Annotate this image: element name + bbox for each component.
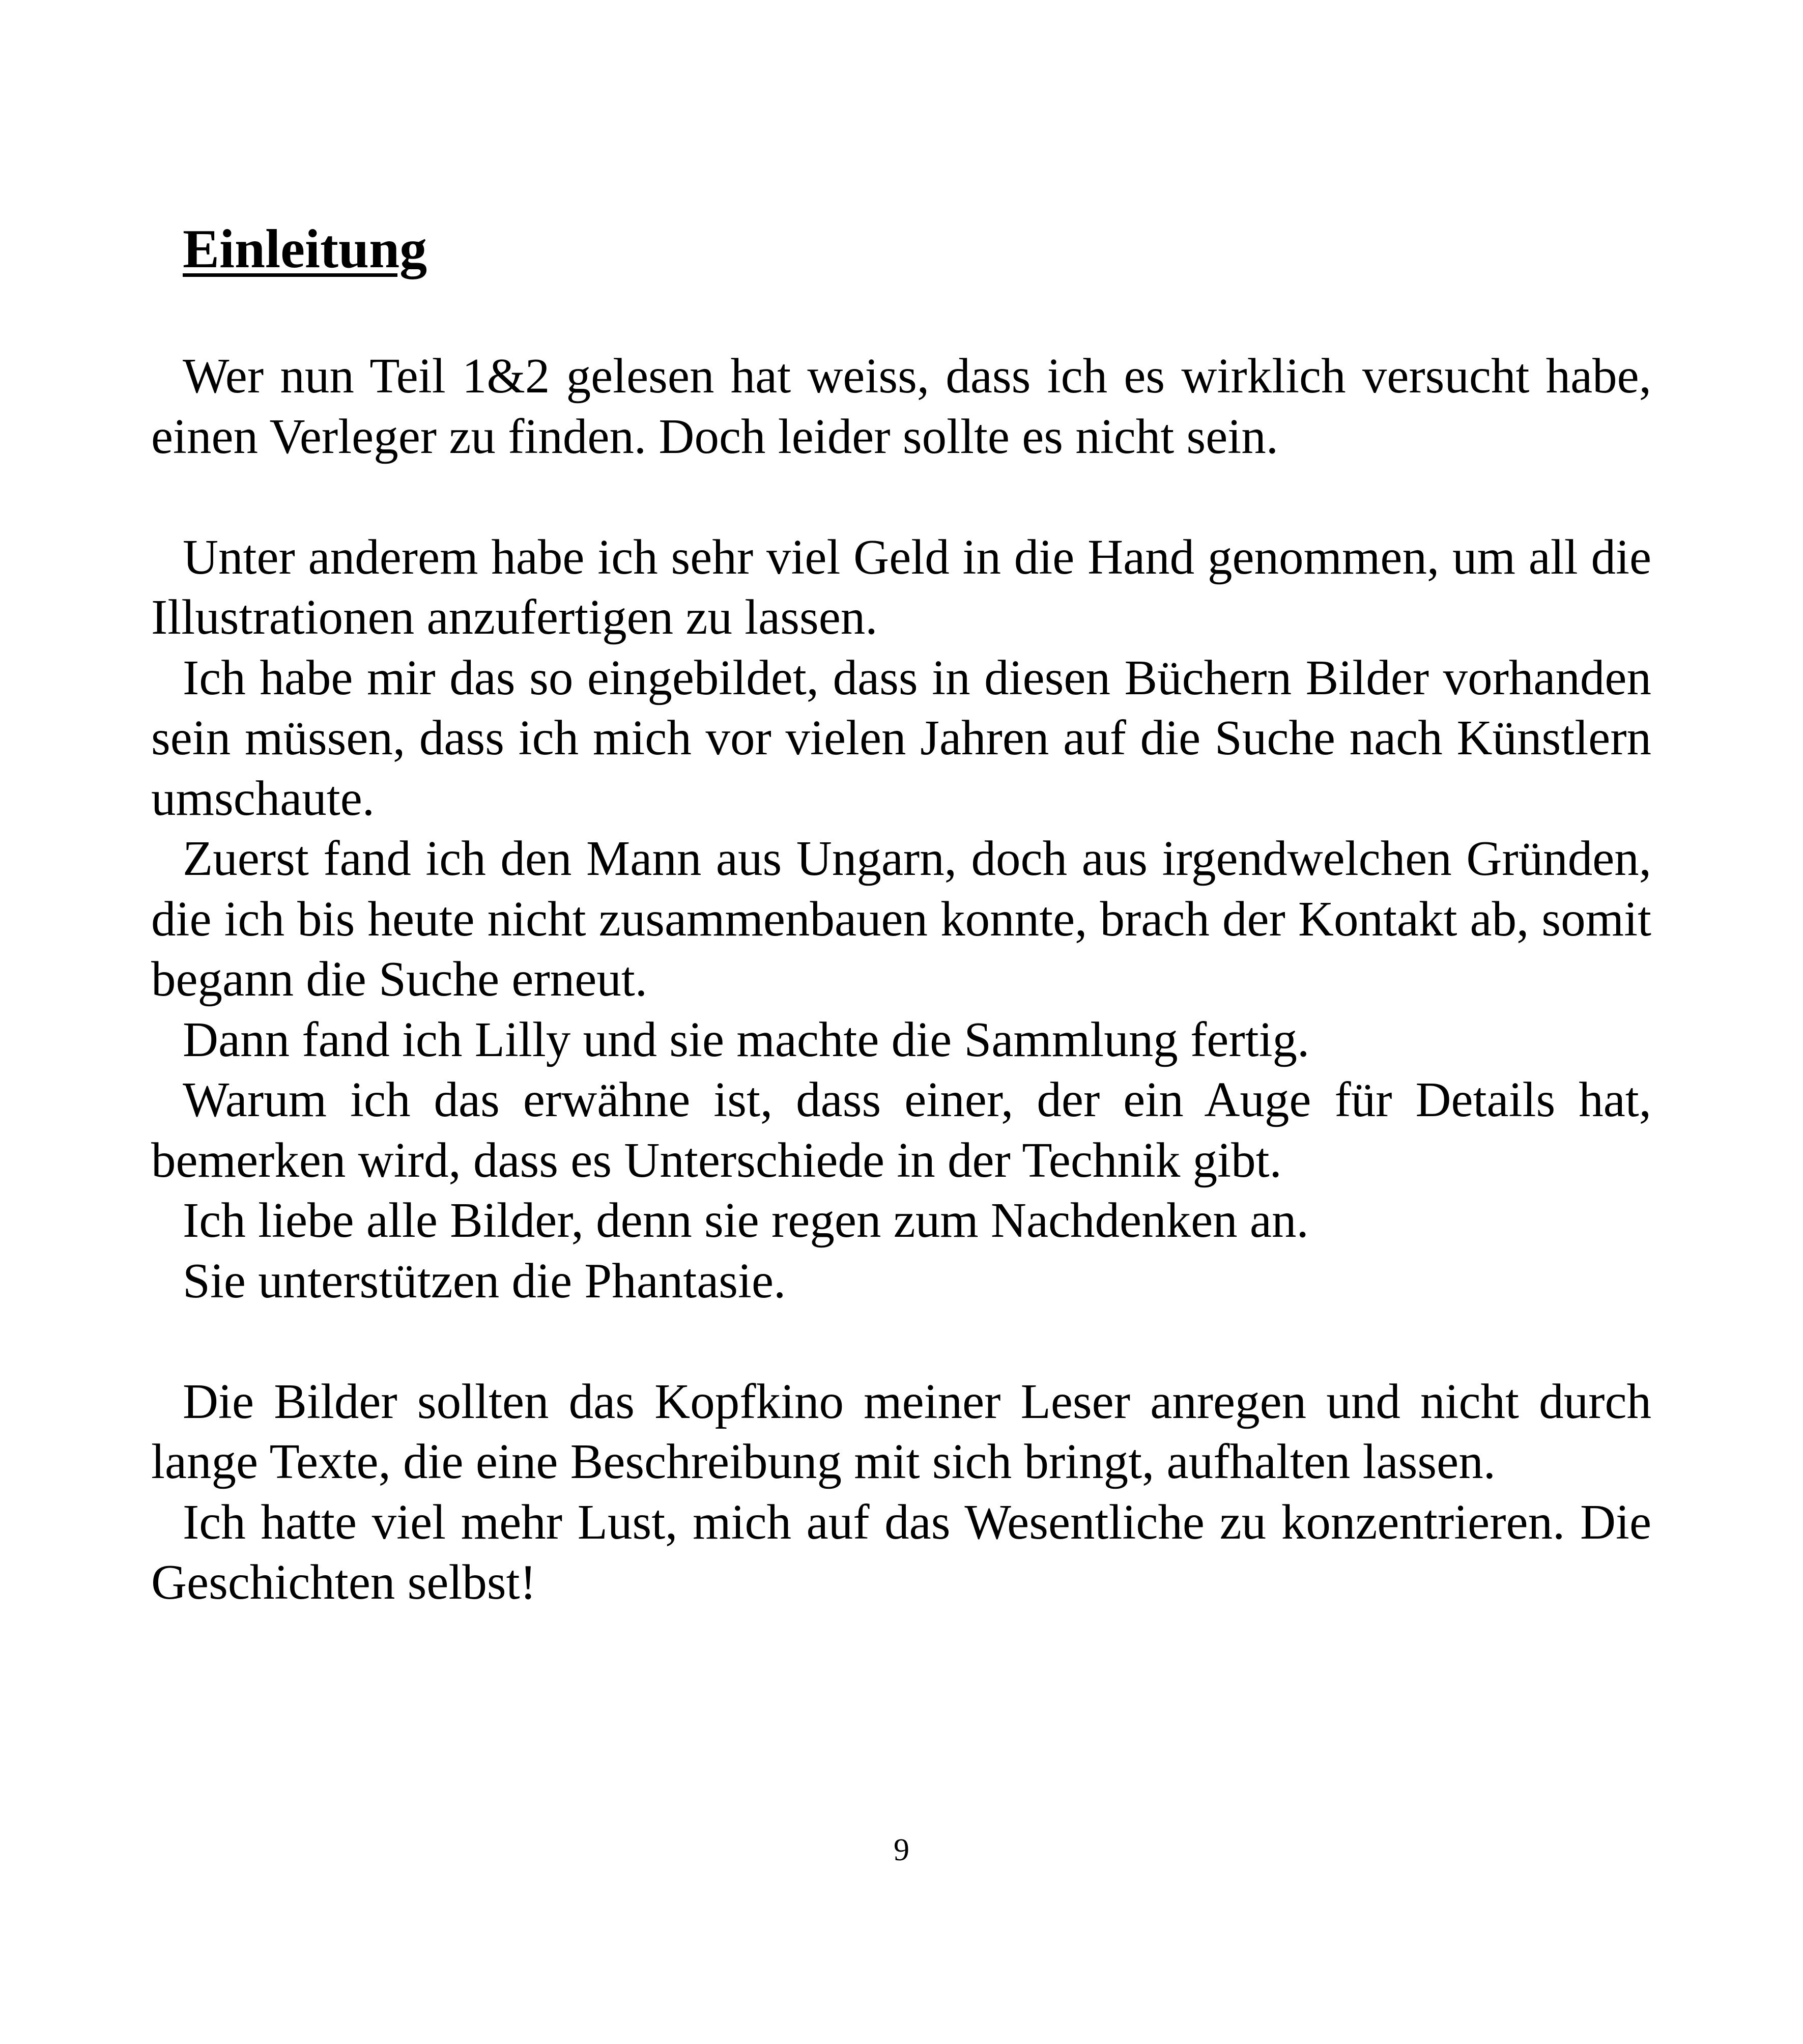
paragraph: Ich habe mir das so eingebildet, dass in diesen Büchern Bilder vorhanden sein müssen, dass ich mich vor vielen Jahren auf die Suche nach Künstlern umschaute. [151, 650, 1651, 826]
body-text [151, 346, 1651, 1613]
chapter-heading: Einleitung [183, 219, 427, 279]
paragraph-spacer [151, 1311, 1651, 1372]
page-number: 9 [894, 1833, 909, 1867]
paragraph: Dann fand ich Lilly und sie machte die Sammlung fertig. [183, 1012, 1310, 1067]
paragraph-spacer [151, 467, 1651, 527]
paragraph: Wer nun Teil 1&2 gelesen hat weiss, dass ich es wirklich versucht habe, einen Verleger zu finden. Doch leider sollte es nicht sein. [151, 349, 1651, 464]
paragraph: Zuerst fand ich den Mann aus Ungarn, doch aus irgendwelchen Gründen, die ich bis heute nicht zusammenbauen konnte, brach der Kontakt ab, somit begann die Suche erneut. [151, 831, 1651, 1006]
paragraph: Ich liebe alle Bilder, denn sie regen zum Nachdenken an. [183, 1193, 1309, 1247]
paragraph: Unter anderem habe ich sehr viel Geld in die Hand genommen, um all die Illustrationen anzufertigen zu lassen. [151, 529, 1651, 644]
paragraph: Sie unterstützen die Phantasie. [183, 1253, 786, 1308]
paragraph: Warum ich das erwähne ist, dass einer, der ein Auge für Details hat, bemerken wird, dass es Unterschiede in der Technik gibt. [151, 1072, 1651, 1187]
paragraph: Ich hatte viel mehr Lust, mich auf das Wesentliche zu konzentrieren. Die Geschichten selbst! [151, 1494, 1651, 1609]
paragraph: Die Bilder sollten das Kopfkino meiner Leser anregen und nicht durch lange Texte, die eine Beschreibung mit sich bringt, aufhalten lassen. [151, 1374, 1651, 1489]
